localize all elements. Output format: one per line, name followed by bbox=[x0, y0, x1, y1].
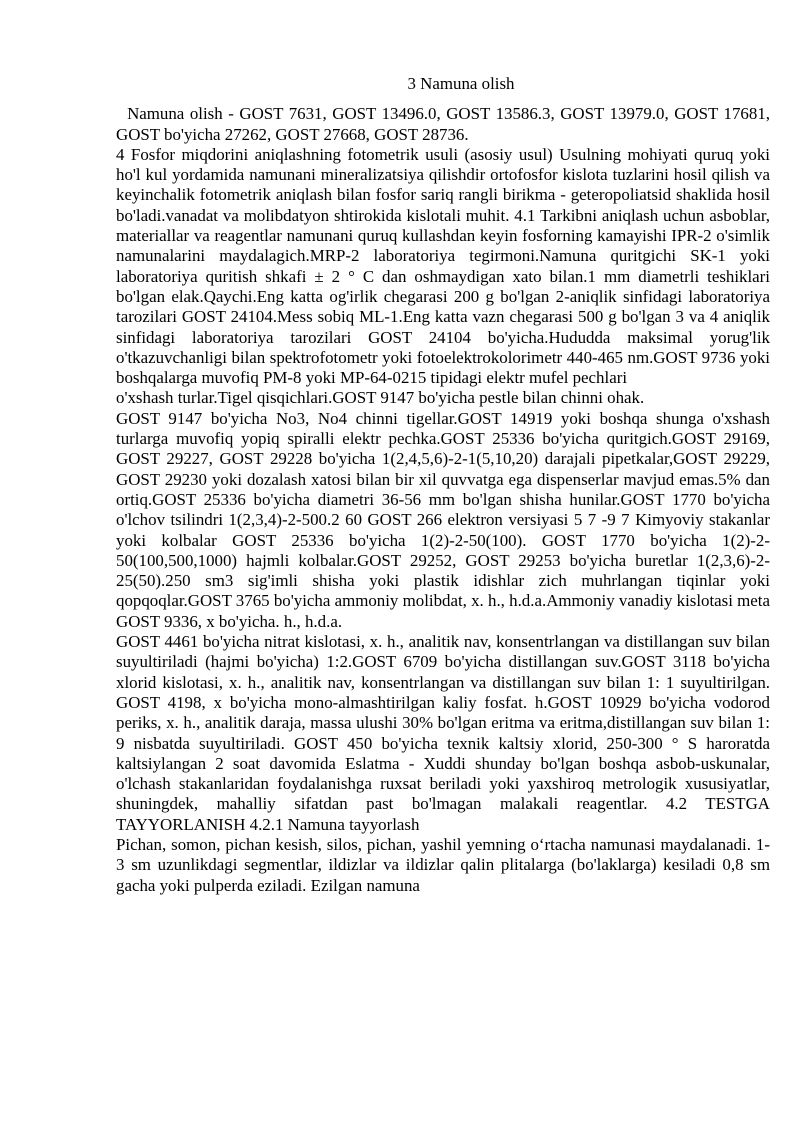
paragraph-crucibles: GOST 9147 bo'yicha No3, No4 chinni tigellar.GOST 14919 yoki boshqa shunga o'xshash turlarga muvofiq yopiq spiralli elektr pechka.GOST 25336 bo'yicha quritgich.GOST 29169, GOST 29227, GOST 29228 bo'yicha 1(2,4,5,6)-2-1(5,10,20) darajali pipetkalar,GOST 29229, GOST 29230 yoki dozalash xatosi bilan bir xil quvvatga ega dispenserlar mavjud emas.5% dan ortiq.GOST 25336 bo'yicha diametri 36-56 mm bo'lgan shisha hunilar.GOST 1770 bo'yicha o'lchov tsilindri 1(2,3,4)-2-500.2 60 GOST 266 elektron versiyasi 5 7 -9 7 Kimyoviy stakanlar yoki kolbalar GOST 25336 bo'yicha 1(2)-2-50(100). GOST 1770 bo'yicha 1(2)-2-50(100,500,1000) hajmli kolbalar.GOST 29252, GOST 29253 bo'yicha buretlar 1(2,3,6)-2-25(50).250 sm3 sig'imli shisha yoki plastik idishlar zich muhrlangan tiqinlar yoki qopqoqlar.GOST 3765 bo'yicha ammoniy molibdat, x. h., h.d.a.Ammoniy vanadiy kislotasi meta GOST 9336, x bo'yicha. h., h.d.a. bbox=[116, 408, 770, 631]
document-page bbox=[116, 74, 775, 896]
paragraph-sampling: Namuna olish - GOST 7631, GOST 13496.0, GOST 13586.3, GOST 13979.0, GOST 17681, GOST bo'yicha 27262, GOST 27668, GOST 28736. bbox=[116, 104, 775, 144]
paragraph-reagents: GOST 4461 bo'yicha nitrat kislotasi, x. h., analitik nav, konsentrlangan va distillangan suv bilan suyultiriladi (hajmi bo'yicha) 1:2.GOST 6709 bo'yicha distillangan suv.GOST 3118 bo'yicha xlorid kislotasi, x. h., analitik nav, konsentrlangan va distillangan suv bilan 1: 1 suyultirilgan. GOST 4198, x bo'yicha mono-almashtirilgan kaliy fosfat. h.GOST 10929 bo'yicha vodorod periks, x. h., analitik daraja, massa ulushi 30% bo'lgan eritma va eritma,distillangan suv bilan 1: 9 nisbatda suyultiriladi. GOST 450 bo'yicha texnik kaltsiy xlorid, 250-300 ° S haroratda kaltsiylangan 2 soat davomida Eslatma - Xuddi shunday bo'lgan boshqa asbob-uskunalar, o'lchash stakanlaridan foydalanishga ruxsat beriladi yoki yaxshiroq metrologik xususiyatlar, shuningdek, mahalliy sifatdan past bo'lmagan malakali reagentlar. 4.2 TESTGA TAYYORLANISH 4.2.1 Namuna tayyorlash bbox=[116, 632, 770, 834]
paragraph-sample-preparation: Pichan, somon, pichan kesish, silos, pichan, yashil yemning o‘rtacha namunasi maydalanadi. 1-3 sm uzunlikdagi segmentlar, ildizlar va ildizlar qalin plitalarga (bo'laklarga) kesiladi 0,8 sm gacha yoki pulperda eziladi. Ezilgan namuna bbox=[116, 834, 770, 895]
paragraph-similar-types: o'xshash turlar.Tigel qisqichlari.GOST 9147 bo'yicha pestle bilan chinni ohak. bbox=[116, 388, 645, 408]
section-title: 3 Namuna olish bbox=[407, 74, 515, 93]
paragraph-photometric-method: 4 Fosfor miqdorini aniqlashning fotometrik usuli (asosiy usul) Usulning mohiyati quruq yoki ho'l kul yordamida namunani mineralizatsiya qilishdir ortofosfor kislota tuzlarini hosil qilish va keyinchalik fotometrik aniqlash bilan fosfor sariq rangli birikma - geteropoliatsid shaklida hosil bo'ladi.vanadat va molibdatyon shtirokida kislotali muhit. 4.1 Tarkibni aniqlash uchun asboblar, materiallar va reagentlar namunani quruq kullashdan keyin fosforning kamayishi IPR-2 o'simlik namunalarini maydalagich.MRP-2 laboratoriya tegirmoni.Namuna quritgichi SK-1 yoki laboratoriya quritish shkafi ± 2 ° C dan oshmaydigan xato bilan.1 mm diametrli teshiklari bo'lgan elak.Qaychi.Eng katta og'irlik chegarasi 200 g bo'lgan 2-aniqlik sinfidagi laboratoriya tarozilari GOST 24104.Mess sobiq ML-1.Eng katta vazn chegarasi 500 g bo'lgan 3 va 4 aniqlik sinfidagi laboratoriya tarozilari GOST 24104 bo'yicha.Hududda maksimal yorug'lik o'tkazuvchanligi bilan spektrofotometr yoki fotoelektrokolorimetr 440-465 nm.GOST 9736 yoki boshqalarga muvofiq PM-8 yoki MP-64-0215 tipidagi elektr mufel pechlari bbox=[116, 144, 770, 388]
